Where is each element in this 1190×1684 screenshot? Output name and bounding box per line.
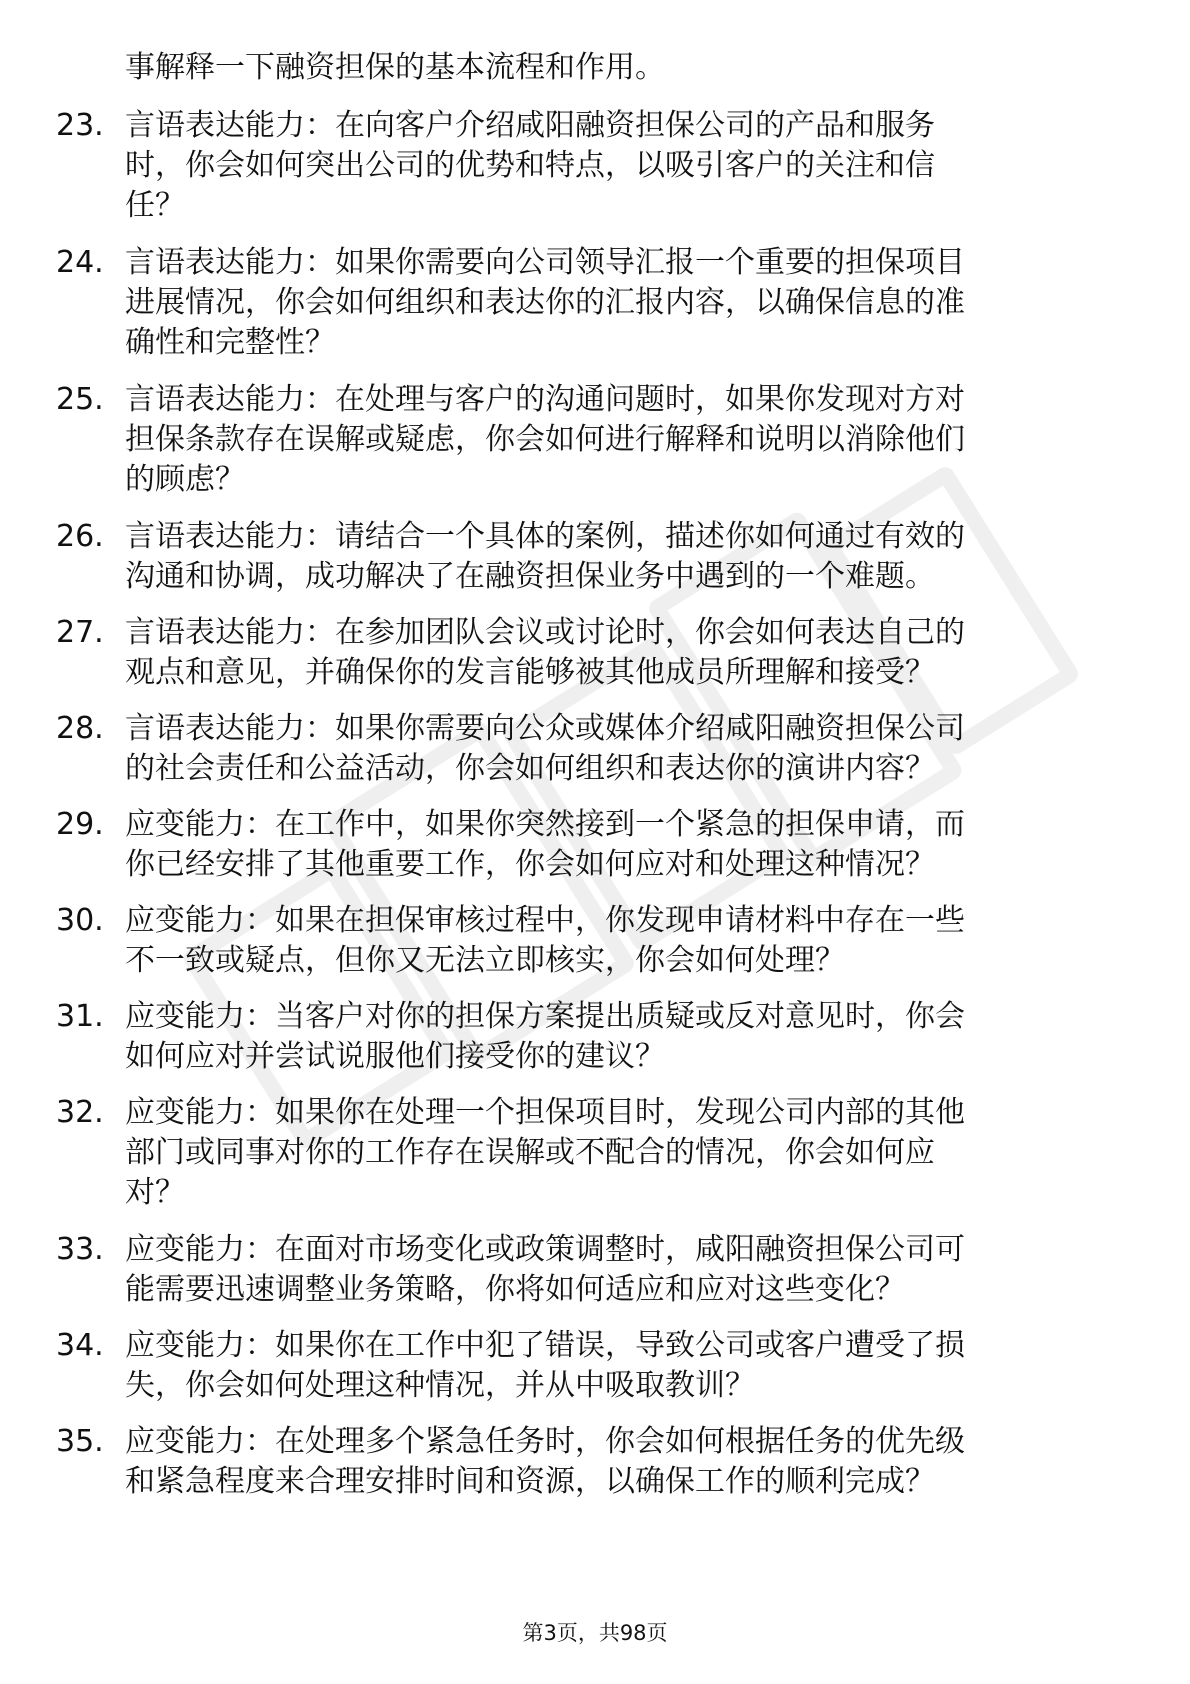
question-line: 时，你会如何突出公司的优势和特点，以吸引客户的关注和信 <box>125 148 935 183</box>
question-text <box>125 1326 1115 1406</box>
page-footer <box>0 1618 1190 1648</box>
question-line: 言语表达能力：请结合一个具体的案例，描述你如何通过有效的 <box>125 519 965 554</box>
question-number: 31. <box>56 999 104 1034</box>
question-number: 24. <box>56 245 104 280</box>
question-number: 34. <box>56 1328 104 1363</box>
question-line: 言语表达能力：如果你需要向公众或媒体介绍咸阳融资担保公司 <box>125 711 965 746</box>
question-text <box>125 1093 1115 1213</box>
question-line: 不一致或疑点，但你又无法立即核实，你会如何处理？ <box>125 943 845 978</box>
question-text <box>125 805 1115 885</box>
question-line: 应变能力：如果你在工作中犯了错误，导致公司或客户遭受了损 <box>125 1328 965 1363</box>
question-text <box>125 709 1115 789</box>
question-line: 应变能力：如果在担保审核过程中，你发现申请材料中存在一些 <box>125 903 965 938</box>
question-line: 的顾虑？ <box>125 462 245 497</box>
question-text <box>125 613 1115 693</box>
question-number: 27. <box>56 615 104 650</box>
question-text <box>125 243 1115 363</box>
question-line: 能需要迅速调整业务策略，你将如何适应和应对这些变化？ <box>125 1272 905 1307</box>
question-line: 应变能力：在处理多个紧急任务时，你会如何根据任务的优先级 <box>125 1424 965 1459</box>
question-line: 言语表达能力：如果你需要向公司领导汇报一个重要的担保项目 <box>125 245 965 280</box>
question-line: 应变能力：如果你在处理一个担保项目时，发现公司内部的其他 <box>125 1095 965 1130</box>
page-number-label: 第3页，共98页 <box>522 1621 668 1645</box>
question-text <box>125 901 1115 981</box>
question-line: 你已经安排了其他重要工作，你会如何应对和处理这种情况？ <box>125 847 935 882</box>
question-line: 对？ <box>125 1175 185 1210</box>
question-text <box>125 517 1115 597</box>
question-number: 23. <box>56 108 104 143</box>
question-line: 沟通和协调，成功解决了在融资担保业务中遇到的一个难题。 <box>125 559 935 594</box>
question-line: 任？ <box>125 188 185 223</box>
question-number: 29. <box>56 807 104 842</box>
question-text <box>125 1422 1115 1502</box>
question-line: 观点和意见，并确保你的发言能够被其他成员所理解和接受？ <box>125 655 935 690</box>
question-number: 35. <box>56 1424 104 1459</box>
question-line: 如何应对并尝试说服他们接受你的建议？ <box>125 1039 665 1074</box>
question-line: 应变能力：在面对市场变化或政策调整时，咸阳融资担保公司可 <box>125 1232 965 1267</box>
question-line: 言语表达能力：在处理与客户的沟通问题时，如果你发现对方对 <box>125 382 965 417</box>
question-line: 确性和完整性？ <box>125 325 335 360</box>
question-line: 担保条款存在误解或疑虑，你会如何进行解释和说明以消除他们 <box>125 422 965 457</box>
question-number: 33. <box>56 1232 104 1267</box>
question-number: 30. <box>56 903 104 938</box>
question-line: 和紧急程度来合理安排时间和资源，以确保工作的顺利完成？ <box>125 1464 935 1499</box>
continuation-line: 事解释一下融资担保的基本流程和作用。 <box>125 50 665 85</box>
question-number: 26. <box>56 519 104 554</box>
question-text <box>125 1230 1115 1310</box>
continuation-text <box>125 48 1115 88</box>
question-line: 应变能力：当客户对你的担保方案提出质疑或反对意见时，你会 <box>125 999 965 1034</box>
question-text <box>125 380 1115 500</box>
question-line: 部门或同事对你的工作存在误解或不配合的情况，你会如何应 <box>125 1135 935 1170</box>
question-line: 失，你会如何处理这种情况，并从中吸取教训？ <box>125 1368 755 1403</box>
question-text <box>125 997 1115 1077</box>
question-line: 的社会责任和公益活动，你会如何组织和表达你的演讲内容？ <box>125 751 935 786</box>
question-number: 25. <box>56 382 104 417</box>
question-line: 进展情况，你会如何组织和表达你的汇报内容，以确保信息的准 <box>125 285 965 320</box>
question-line: 言语表达能力：在参加团队会议或讨论时，你会如何表达自己的 <box>125 615 965 650</box>
question-number: 28. <box>56 711 104 746</box>
question-line: 言语表达能力：在向客户介绍咸阳融资担保公司的产品和服务 <box>125 108 935 143</box>
question-line: 应变能力：在工作中，如果你突然接到一个紧急的担保申请，而 <box>125 807 965 842</box>
question-text <box>125 106 1115 226</box>
question-number: 32. <box>56 1095 104 1130</box>
